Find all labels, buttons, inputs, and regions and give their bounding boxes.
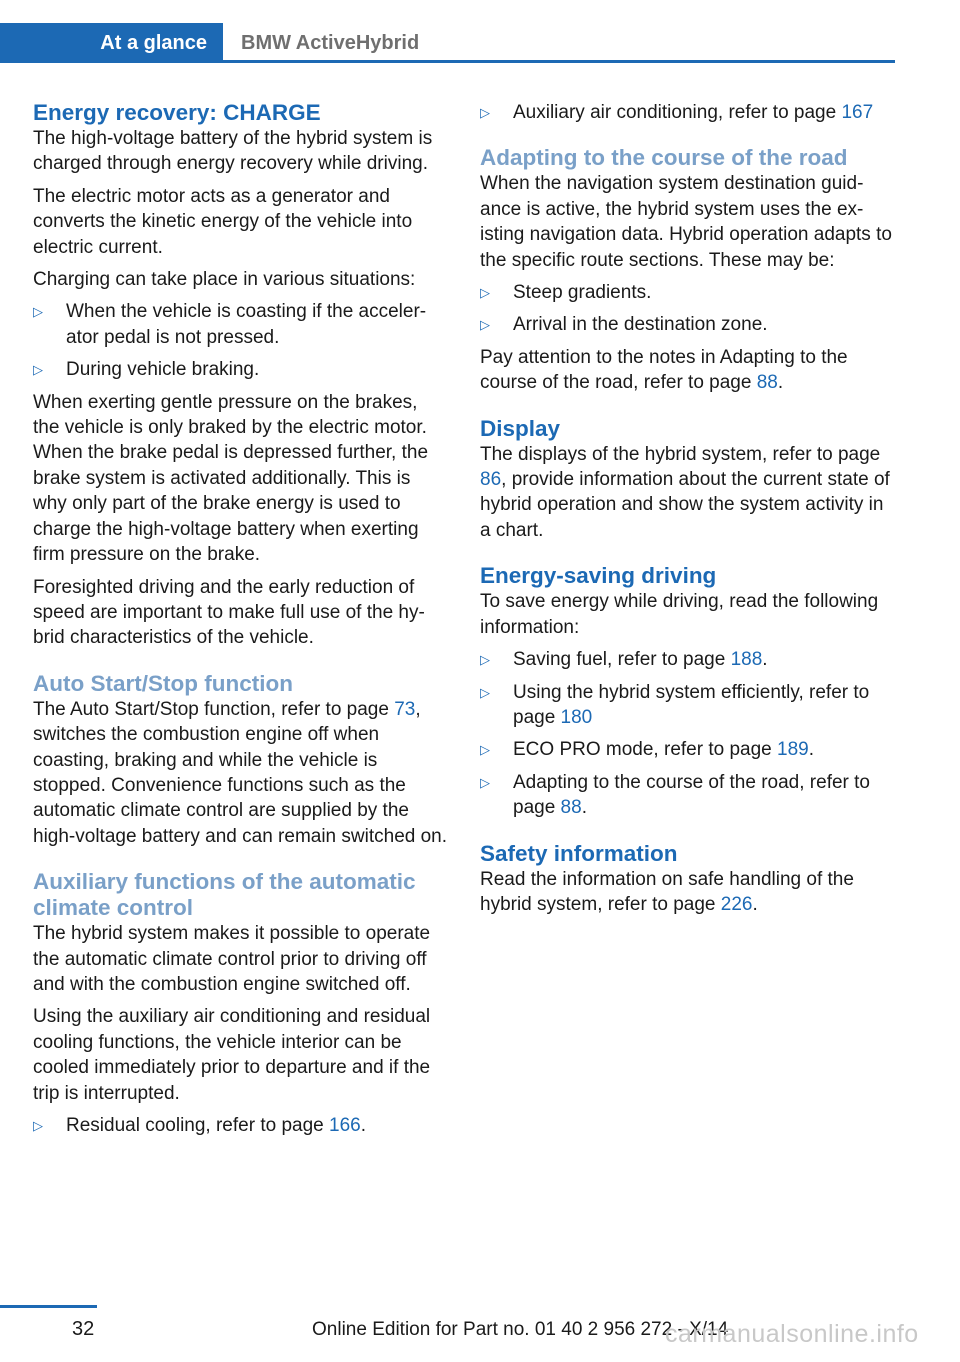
heading-auxiliary-functions: Auxiliary functions of the automatic climate control [33,869,416,921]
list-item: ▷ During vehicle braking. [33,357,448,382]
page-link[interactable]: 73 [394,698,416,720]
paragraph: When exerting gentle pressure on the brakes, the vehicle is only braked by the electric motor. When the brake pedal is depressed further, the brake system is activated additionally. This is why only part of the brake energy is used to charge the high-voltage battery when exerting firm pressure on the brake. [33,391,429,566]
watermark: carmanualsonline.info [665,1320,919,1348]
page-number: 32 [72,1318,95,1340]
page-header [0,23,895,63]
auxiliary-ac-list [480,100,895,125]
page-link[interactable]: 189 [777,739,809,761]
list-item: ▷ Auxiliary air conditioning, refer to page 167 [480,100,895,125]
paragraph: Charging can take place in various situations: [33,269,416,291]
heading-display: Display [480,415,561,441]
page-link[interactable]: 88 [756,372,778,394]
list-item: ▷ Residual cooling, refer to page 166. [33,1113,448,1138]
list-item: ▷ Using the hybrid system efficiently, refer to page 180 [480,681,870,728]
page-link[interactable]: 226 [720,893,753,915]
list-item: ▷ Adapting to the course of the road, refer to page 88. [480,771,871,819]
paragraph: Foresighted driving and the early reduction of speed are important to make full use of the hybrid characteristics of the vehicle. [33,576,425,649]
heading-safety-information: Safety information [480,840,678,866]
paragraph: The Auto Start/Stop function, refer to page 73, switches the combustion engine off when coasting, braking and while the vehicle is stopped. Convenience functions such as the automatic climate control are supplied by the high-voltage battery and can remain switched on. [33,698,448,847]
paragraph: The hybrid system makes it possible to operate the automatic climate control prior to driving off and with the combustion engine switched off. [33,923,431,995]
triangle-bullet-icon: ▷ [480,684,490,700]
page-link[interactable]: 88 [560,797,582,819]
right-column [480,100,895,917]
page-link[interactable]: 166 [329,1115,361,1136]
triangle-bullet-icon: ▷ [480,742,490,758]
edition-note: Online Edition for Part no. 01 40 2 956 272 - X/14 [312,1319,729,1340]
page-link[interactable]: 86 [480,469,502,491]
triangle-bullet-icon: ▷ [33,304,43,320]
triangle-bullet-icon: ▷ [480,317,490,333]
paragraph: The high-voltage battery of the hybrid system is charged through energy recovery while driving. [33,128,433,175]
tab-bmw-activehybrid[interactable]: BMW ActiveHybrid [241,32,420,54]
footer-rule [0,1305,97,1308]
paragraph: To save energy while driving, read the following information: [480,591,879,638]
paragraph: Read the information on safe handling of the hybrid system, refer to page 226. [480,868,854,915]
heading-auto-start-stop: Auto Start/Stop function [33,670,293,696]
page-link[interactable]: 188 [730,649,763,671]
page-link[interactable]: 180 [560,706,593,728]
list-item: ▷ ECO PRO mode, refer to page 189. [480,737,895,762]
list-item: ▷ Saving fuel, refer to page 188. [480,647,895,672]
heading-energy-saving: Energy-saving driving [480,563,717,589]
list-item: ▷ Steep gradients. [480,280,895,305]
paragraph: Pay attention to the notes in Adapting to the course of the road, refer to page 88. [480,346,848,394]
charging-situations-list [33,299,448,382]
paragraph: The displays of the hybrid system, refer to page 86, provide information about the current state of hybrid operation and show the system activity in a chart. [480,443,890,541]
energy-saving-list [480,647,895,820]
list-item: ▷ When the vehicle is coasting if the accelerator pedal is not pressed. [33,301,427,348]
route-sections-list [480,280,895,338]
page-link[interactable]: 167 [841,102,874,123]
list-item: ▷ Arrival in the destination zone. [480,312,895,337]
paragraph: Using the auxiliary air conditioning and residual cooling functions, the vehicle interior can be cooled immediately prior to departure and if the trip is interrupted. [33,1006,431,1104]
left-column [33,100,448,1138]
paragraph: When the navigation system destination guidance is active, the hybrid system uses the existing navigation data. Hybrid operation adapts to the specific route sections. These may be: [480,173,892,271]
header-rule [0,60,895,63]
cooling-list [33,1113,448,1138]
paragraph: The electric motor acts as a generator and converts the kinetic energy of the vehicle into electric current. [33,185,413,258]
triangle-bullet-icon: ▷ [480,285,490,301]
heading-energy-recovery: Energy recovery: CHARGE [33,100,321,125]
triangle-bullet-icon: ▷ [33,362,43,378]
triangle-bullet-icon: ▷ [480,774,490,790]
heading-adapting-road: Adapting to the course of the road [480,145,848,171]
triangle-bullet-icon: ▷ [480,652,490,668]
triangle-bullet-icon: ▷ [480,105,490,120]
triangle-bullet-icon: ▷ [33,1118,43,1133]
tab-at-a-glance[interactable]: At a glance [0,23,223,63]
